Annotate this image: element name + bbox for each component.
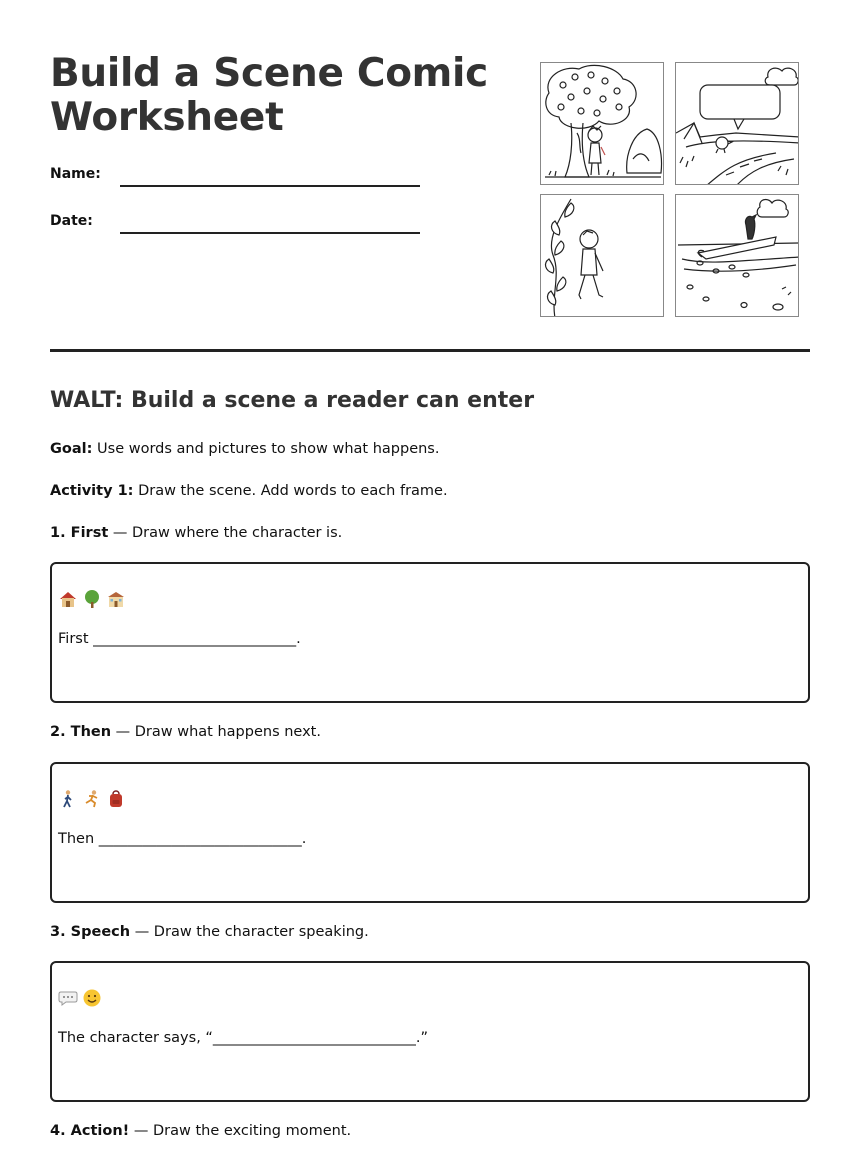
worksheet-title: Build a Scene Comic Worksheet — [50, 51, 488, 140]
name-field — [50, 166, 430, 196]
activity-label: Activity 1: — [50, 483, 134, 499]
date-write-line — [120, 232, 420, 234]
goal-text — [50, 441, 439, 457]
drawing-box-then[interactable] — [50, 762, 810, 903]
section-number: 4. — [50, 1123, 66, 1139]
section-instruction: — Draw where the character is. — [108, 525, 343, 541]
name-label: Name: — [50, 166, 101, 182]
section-instruction: — Draw what happens next. — [111, 724, 321, 740]
section-label: Then — [70, 724, 112, 740]
walt-heading: WALT: Build a scene a reader can enter — [50, 388, 535, 413]
tree-icon — [82, 589, 102, 609]
drawing-box-speech[interactable] — [50, 961, 810, 1102]
section-number: 3. — [50, 924, 66, 940]
boy-under-tree-illustration — [540, 62, 664, 185]
drawing-box-first[interactable] — [50, 562, 810, 703]
header-divider — [50, 349, 810, 352]
backpack-icon — [106, 789, 126, 809]
speech-bubble-bird-path-illustration — [675, 62, 799, 185]
section-heading-action — [50, 1123, 351, 1139]
section-instruction: — Draw the exciting moment. — [129, 1123, 352, 1139]
date-label: Date: — [50, 213, 93, 229]
comic-strip-illustration — [540, 62, 800, 319]
name-write-line — [120, 185, 420, 187]
activity-text — [50, 483, 448, 499]
walking-person-icon — [58, 789, 78, 809]
section-instruction: — Draw the character speaking. — [130, 924, 369, 940]
section-heading-speech — [50, 924, 369, 940]
house-icon — [58, 589, 78, 609]
section-number: 1. — [50, 525, 66, 541]
section-label: Action! — [70, 1123, 130, 1139]
goal-label: Goal: — [50, 441, 93, 457]
section-number: 2. — [50, 724, 66, 740]
sentence-prompt: First ____________________________. — [58, 631, 301, 647]
boy-walking-by-vine-illustration — [540, 194, 664, 317]
bird-on-boat-river-illustration — [675, 194, 799, 317]
icon-row — [58, 788, 126, 810]
icon-row — [58, 588, 126, 610]
section-label: First — [70, 525, 109, 541]
smiley-face-icon — [82, 988, 102, 1008]
goal-body: Use words and pictures to show what happens. — [92, 441, 440, 457]
worksheet-page — [50, 0, 810, 1161]
school-icon — [106, 589, 126, 609]
activity-body: Draw the scene. Add words to each frame. — [133, 483, 448, 499]
date-field — [50, 213, 430, 243]
section-heading-first — [50, 525, 342, 541]
sentence-prompt: The character says, “____________________________.” — [58, 1030, 429, 1046]
section-label: Speech — [70, 924, 131, 940]
sentence-prompt: Then ____________________________. — [58, 831, 307, 847]
running-person-icon — [82, 789, 102, 809]
speech-bubble-icon — [58, 988, 78, 1008]
icon-row — [58, 987, 102, 1009]
section-heading-then — [50, 724, 321, 740]
